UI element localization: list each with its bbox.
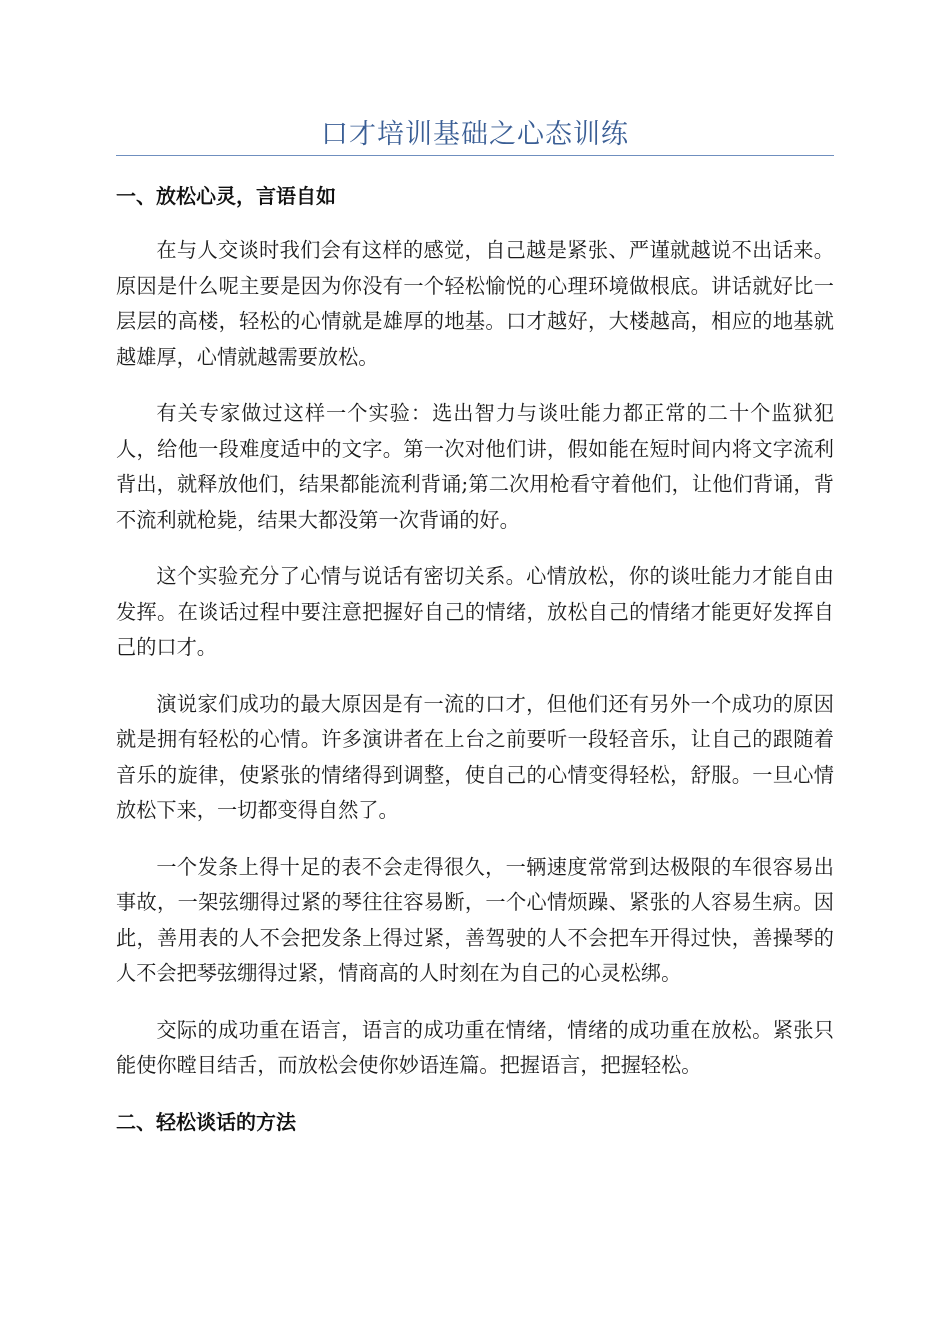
section-1-body	[116, 233, 834, 1084]
paragraph: 一个发条上得十足的表不会走得很久，一辆速度常常到达极限的车很容易出事故，一架弦绷得过紧的琴往往容易断，一个心情烦躁、紧张的人容易生病。因此，善用表的人不会把发条上得过紧，善驾驶的人不会把车开得过快，善操琴的人不会把琴弦绷得过紧，情商高的人时刻在为自己的心灵松绑。	[116, 854, 834, 985]
section-heading-1: 一、放松心灵，言语自如	[116, 184, 336, 208]
paragraph: 有关专家做过这样一个实验：选出智力与谈吐能力都正常的二十个监狱犯人，给他一段难度适中的文字。第一次对他们讲，假如能在短时间内将文字流利背出，就释放他们，结果都能流利背诵;第二次用枪看守着他们，让他们背诵，背不流利就枪毙，结果大都没第一次背诵的好。	[116, 401, 834, 532]
title-underline	[116, 155, 834, 156]
paragraph: 在与人交谈时我们会有这样的感觉，自己越是紧张、严谨就越说不出话来。原因是什么呢主要是因为你没有一个轻松愉悦的心理环境做根底。讲话就好比一层层的高楼，轻松的心情就是雄厚的地基。口才越好，大楼越高，相应的地基就越雄厚，心情就越需要放松。	[116, 238, 834, 369]
paragraph: 演说家们成功的最大原因是有一流的口才，但他们还有另外一个成功的原因就是拥有轻松的心情。许多演讲者在上台之前要听一段轻音乐，让自己的跟随着音乐的旋律，使紧张的情绪得到调整，使自己的心情变得轻松，舒服。一旦心情放松下来，一切都变得自然了。	[116, 691, 834, 822]
document-page	[116, 0, 834, 1136]
paragraph: 交际的成功重在语言，语言的成功重在情绪，情绪的成功重在放松。紧张只能使你瞠目结舌，而放松会使你妙语连篇。把握语言，把握轻松。	[116, 1017, 834, 1077]
document-title: 口才培训基础之心态训练	[321, 119, 629, 150]
paragraph: 这个实验充分了心情与说话有密切关系。心情放松，你的谈吐能力才能自由发挥。在谈话过程中要注意把握好自己的情绪，放松自己的情绪才能更好发挥自己的口才。	[116, 564, 834, 659]
section-heading-2: 二、轻松谈话的方法	[116, 1109, 296, 1134]
